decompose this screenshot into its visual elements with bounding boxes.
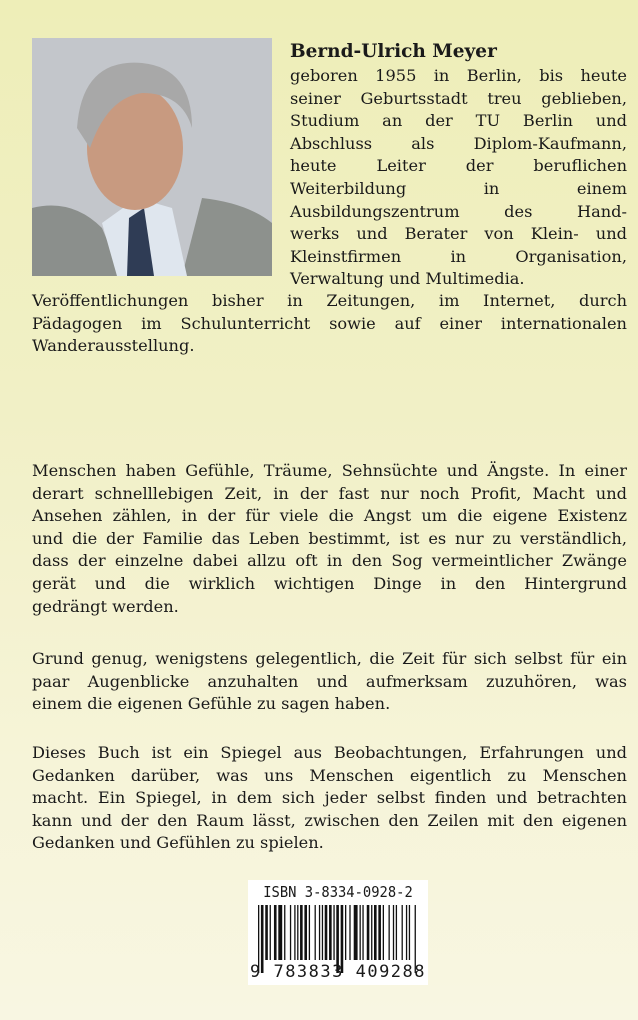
barcode-bar bbox=[325, 905, 328, 960]
barcode-bar bbox=[354, 905, 358, 960]
text-line: Veröffentlichungen bisher in Zeitungen, im Internet, durch bbox=[32, 291, 627, 310]
isbn-barcode bbox=[248, 880, 428, 985]
text-line: Menschen haben Gefühle, Träume, Sehnsüchte und Ängste. In einer bbox=[32, 461, 627, 480]
ean-number: 9 783833 409288 bbox=[249, 962, 427, 982]
text-line: paar Augenblicke anzuhalten und aufmerksam zuzuhören, was bbox=[32, 671, 627, 691]
barcode-bar bbox=[309, 905, 310, 960]
text-line: derart schnelllebigen Zeit, in der fast nur noch Profit, Macht und bbox=[32, 483, 627, 503]
text-line: Gedanken und Gefühlen zu spielen. bbox=[32, 833, 324, 853]
barcode-bar bbox=[284, 905, 285, 960]
text-line: werks und Berater von Klein- und bbox=[290, 224, 627, 244]
publications-text bbox=[32, 290, 627, 358]
text-line: Studium an der TU Berlin und bbox=[290, 111, 627, 131]
barcode-bar bbox=[409, 905, 410, 960]
blurb-paragraph bbox=[32, 742, 627, 855]
text-line: Verwaltung und Multimedia. bbox=[290, 269, 525, 289]
barcode-bar bbox=[371, 905, 372, 960]
barcode-bar bbox=[274, 905, 277, 960]
text-line: seiner Geburtsstadt treu geblieben, bbox=[290, 88, 627, 108]
text-line: kann und der den Raum lässt, zwischen den Zeilen mit den eigenen bbox=[32, 810, 627, 830]
barcode-bar bbox=[396, 905, 397, 960]
barcode-bar bbox=[329, 905, 332, 960]
text-line: Pädagogen im Schulunterricht sowie auf einer internationalen bbox=[32, 313, 627, 333]
text-line: macht. Ein Spiegel, in dem sich jeder selbst finden und betrachten bbox=[32, 788, 627, 808]
text-line: Kleinstfirmen in Organisation, bbox=[290, 246, 627, 266]
barcode-bar bbox=[406, 905, 407, 960]
text-line: Ausbildungszentrum des Hand- bbox=[290, 201, 627, 221]
barcode-bar bbox=[402, 905, 403, 960]
barcode-bar bbox=[294, 905, 295, 960]
barcode-bar bbox=[304, 905, 307, 960]
barcode-bar bbox=[393, 905, 394, 960]
text-line: gerät und die wirklich wichtigen Dinge in den Hintergrund bbox=[32, 573, 627, 593]
barcode-bar bbox=[265, 905, 268, 960]
barcode-bar bbox=[297, 905, 298, 960]
barcode-bar bbox=[290, 905, 291, 960]
barcode-bar bbox=[362, 905, 363, 960]
text-line: Abschluss als Diplom-Kaufmann, bbox=[290, 133, 627, 153]
barcode-bar bbox=[333, 905, 334, 960]
barcode-bar bbox=[315, 905, 316, 960]
barcode-bar bbox=[360, 905, 361, 960]
text-line: und die der Familie das Leben bestimmt, ist es nur zu verständlich, bbox=[32, 528, 627, 548]
text-line: Gedanken darüber, was uns Menschen eigentlich zu Menschen bbox=[32, 765, 627, 785]
author-name: Bernd-Ulrich Meyer bbox=[290, 41, 497, 62]
author-bio bbox=[290, 40, 627, 291]
barcode-bar bbox=[367, 905, 370, 960]
text-line: einem die eigenen Gefühle zu sagen haben. bbox=[32, 694, 391, 714]
text-line: Wanderausstellung. bbox=[32, 336, 195, 356]
barcode-bar bbox=[374, 905, 377, 960]
barcode-bar bbox=[378, 905, 381, 960]
text-line: Dieses Buch ist ein Spiegel aus Beobachtungen, Erfahrungen und bbox=[32, 743, 627, 762]
blurb-paragraph bbox=[32, 648, 627, 716]
barcode-bar bbox=[300, 905, 303, 960]
author-photo bbox=[32, 38, 272, 276]
barcode-bar bbox=[270, 905, 271, 960]
barcode-bar bbox=[383, 905, 384, 960]
barcode-bar bbox=[389, 905, 390, 960]
barcode-bar bbox=[345, 905, 346, 960]
barcode-bar bbox=[322, 905, 323, 960]
text-line: gedrängt werden. bbox=[32, 596, 179, 616]
blurb-paragraph bbox=[32, 460, 627, 618]
text-line: Ansehen zählen, in der für viele die Angst um die eigene Existenz bbox=[32, 506, 627, 526]
barcode-bar bbox=[278, 905, 282, 960]
barcode-bar bbox=[349, 905, 350, 960]
text-line: dass der einzelne dabei allzu oft in den Sog vermeintlicher Zwänge bbox=[32, 551, 627, 571]
text-line: Weiterbildung in einem bbox=[290, 178, 627, 198]
isbn-label: ISBN 3-8334-0928-2 bbox=[263, 883, 413, 901]
text-line: geboren 1955 in Berlin, bis heute bbox=[290, 66, 627, 85]
barcode-bar bbox=[319, 905, 320, 960]
text-line: Grund genug, wenigstens gelegentlich, die Zeit für sich selbst für ein bbox=[32, 649, 627, 668]
text-line: heute Leiter der beruflichen bbox=[290, 156, 627, 176]
